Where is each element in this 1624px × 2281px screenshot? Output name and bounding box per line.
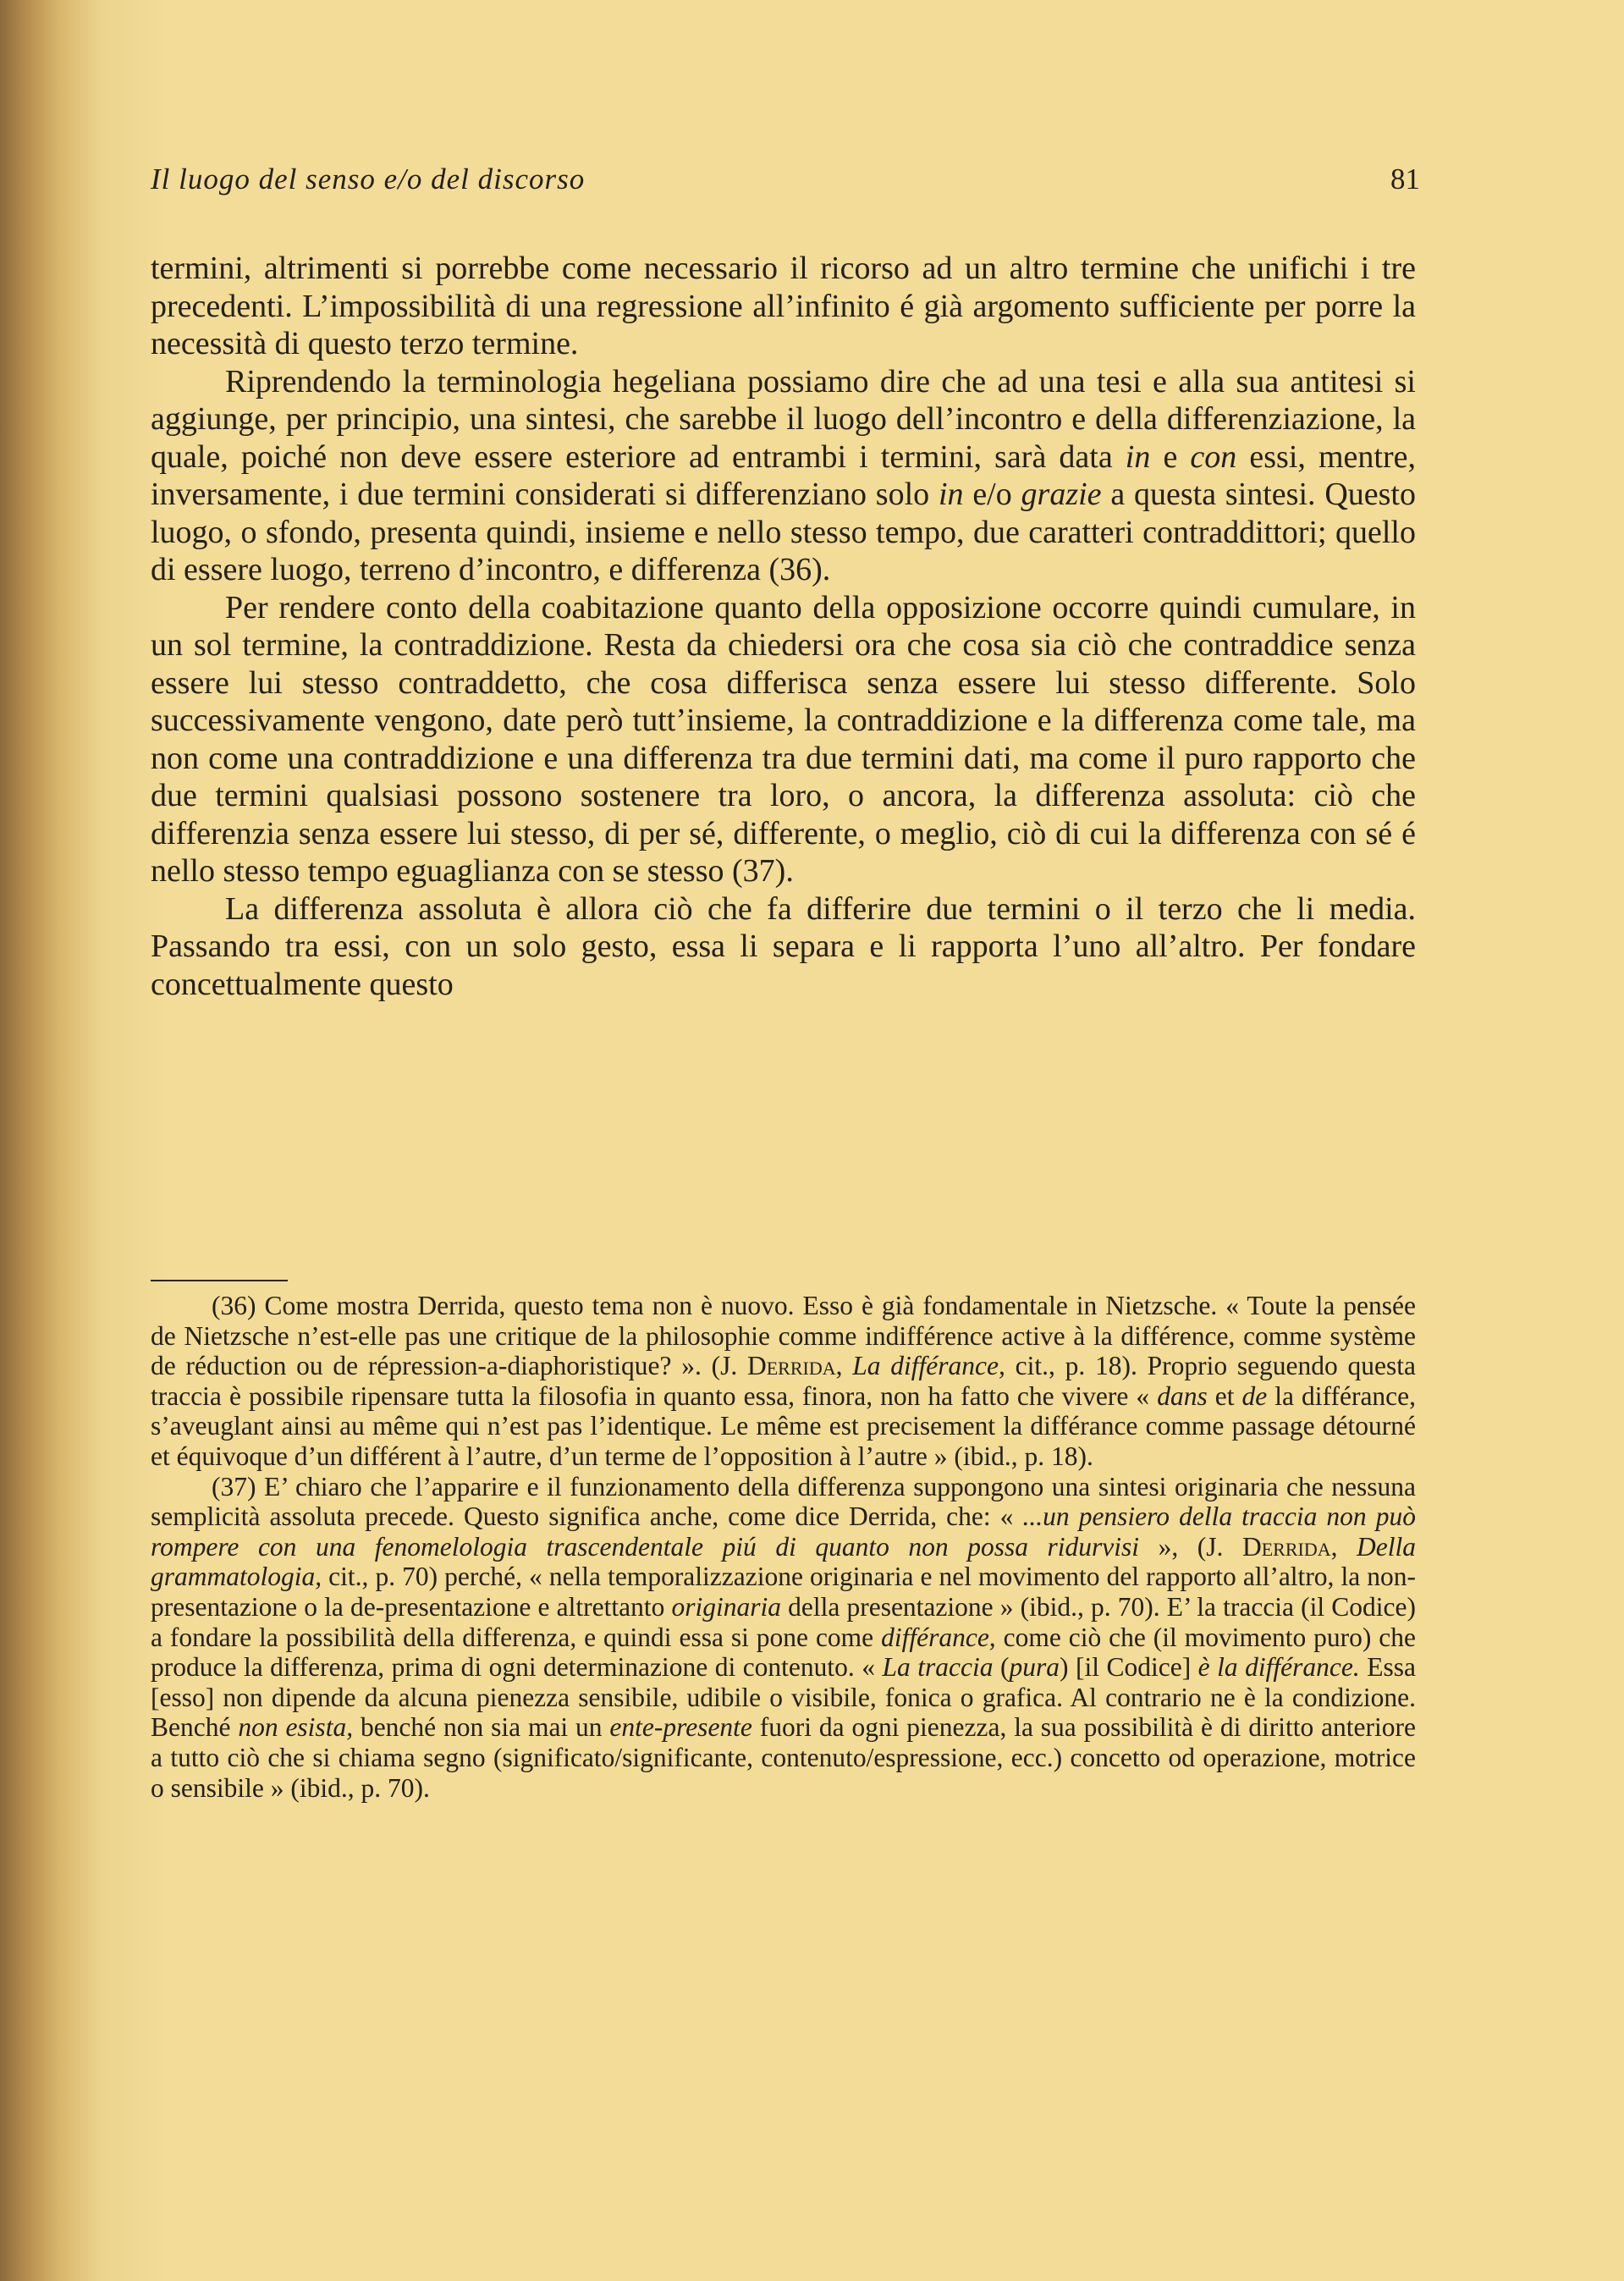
paragraph-2 bbox=[151, 363, 1416, 589]
paragraph-2-text-e: a questa sintesi. Questo luogo, o sfondo, presenta quindi, insieme e nello stesso tempo, due caratteri contraddittori; quello di essere luogo, terreno d’incontro, e differenza (36). bbox=[151, 477, 1416, 587]
fn37-text-f: come ciò che (il movimento puro) che produce la differenza, prima di ogni determinazione di contenuto. « bbox=[151, 1622, 1416, 1683]
fn37-text-a: (37) E’ chiaro che l’apparire e il funzionamento della differenza suppongono una sintesi originaria che nessuna semplicità assoluta precede. Questo significa anche, come dice Derrida, che: « bbox=[151, 1471, 1416, 1532]
footnotes bbox=[151, 1291, 1416, 1803]
paragraph-3-text: Per rendere conto della coabitazione quanto della opposizione occorre quindi cumulare, in un sol termine, la contraddizione. Resta da chiedersi ora che cosa sia ciò che contraddice senza essere lui stesso contraddetto, che cosa differisca senza essere lui stesso differente. Solo successivamente vengono, date però tutt’insieme, la contraddizione e la differenza come tale, ma non come una contraddizione e una differenza tra due termini dati, ma come il puro rapporto che due termini qualsiasi possono sostenere tra loro, o ancora, la differenza assoluta: ciò che differenzia senza essere lui stesso, di per sé, differente, o meglio, ciò di cui la differenza con sé é nello stesso tempo eguaglianza con se stesso (37). bbox=[151, 589, 1416, 889]
fn37-text-b: », (J. bbox=[1139, 1531, 1242, 1562]
fn37-text-i: Essa [esso] non dipende da alcuna pienezza sensibile, udibile o visibile, fonica o grafica. Al contrario ne è la condizione. Benché bbox=[151, 1652, 1416, 1743]
paragraph-2-text-b: e bbox=[1150, 438, 1191, 475]
fn37-text-c: , bbox=[1330, 1531, 1357, 1562]
fn36-text-d: et bbox=[1207, 1380, 1242, 1411]
paragraph-2-text-a: Riprendendo la terminologia hegeliana possiamo dire che ad una tesi e alla sua antitesi si aggiunge, per principio, una sintesi, che sarebbe il luogo dell’incontro e della differenziazione, la quale, poiché non deve essere esteriore ad entrambi i termini, sarà data bbox=[151, 363, 1416, 475]
fn37-italic-non-esista: non esista, bbox=[238, 1712, 354, 1743]
footnote-37 bbox=[151, 1472, 1416, 1804]
fn37-italic-traccia: La traccia bbox=[882, 1652, 994, 1683]
fn37-text-d: cit., p. 70) perché, « nella temporalizzazione originaria e nel movimento del rapporto all’altro, la non-presentazione o la de-presentazione e altrettanto bbox=[151, 1562, 1416, 1622]
running-title: Il luogo del senso e/o del discorso bbox=[151, 163, 586, 196]
paragraph-4-text: La differenza assoluta è allora ciò che fa differire due termini o il terzo che li media. Passando tra essi, con un solo gesto, essa li separa e li rapporta l’uno all’altro. Per fondare concettualmente questo bbox=[151, 890, 1416, 1002]
fn36-title: La différance, bbox=[852, 1351, 1005, 1381]
fn36-text-c: cit., p. 18). Proprio seguendo questa traccia è possibile ripensare tutta la filosofia in quanto essa, finora, non ha fatto che vivere « bbox=[151, 1351, 1417, 1411]
fn37-italic-ente-presente: ente-presente bbox=[609, 1712, 752, 1743]
footnote-rule bbox=[151, 1280, 288, 1281]
fn37-quote: ...un pensiero della traccia non può rompere con una fenomelologia trascendentale piú di quanto non possa ridurvisi bbox=[151, 1501, 1416, 1562]
fn37-italic-originaria: originaria bbox=[671, 1591, 781, 1622]
italic-in-2: in bbox=[938, 477, 964, 512]
page-number: 81 bbox=[1390, 163, 1420, 196]
fn36-text-b: , bbox=[835, 1351, 853, 1381]
paragraph-4 bbox=[151, 890, 1416, 1004]
page-header bbox=[151, 163, 1420, 205]
fn37-text-h: ) [il Codice] bbox=[1060, 1652, 1198, 1683]
fn36-text-a: (36) Come mostra Derrida, questo tema non è nuovo. Esso è già fondamentale in Nietzsche. « Toute la pensée de Nietzsche n’est-elle pas une critique de la philosophie comme indifférence active à la différence, comme système de réduction ou de répression-a-diaphoristique? ». (J. bbox=[151, 1291, 1416, 1381]
fn36-text-e: la différance, s’aveuglant ainsi au même qui n’est pas l’identique. Le même est precisement la différance comme passage détourné et équivoque d’un différent à l’autre, d’un terme de l’opposition à l’autre » (ibid., p. 18). bbox=[151, 1380, 1417, 1471]
fn36-italic-de: de bbox=[1241, 1380, 1268, 1411]
fn37-text-e: della presentazione » (ibid., p. 70). E’ la traccia (il Codice) a fondare la possibilità della differenza, e quindi essa si pone come bbox=[151, 1591, 1417, 1652]
fn37-italic-pura: pura bbox=[1009, 1652, 1060, 1683]
paragraph-3 bbox=[151, 589, 1416, 890]
footnote-36 bbox=[151, 1291, 1416, 1472]
main-text bbox=[151, 250, 1416, 1003]
paragraph-2-text-c: essi, mentre, inversamente, i due termini considerati si differenziano solo bbox=[151, 438, 1416, 512]
paragraph-1-text: termini, altrimenti si porrebbe come necessario il ricorso ad un altro termine che unifichi i tre precedenti. L’impossibilità di una regressione all’infinito é già argomento sufficiente per porre la necessità di questo terzo termine. bbox=[151, 251, 1416, 361]
paragraph-2-text-d: e/o bbox=[963, 477, 1021, 512]
fn37-author: Derrida bbox=[1241, 1531, 1331, 1562]
fn37-text-j: benché non sia mai un bbox=[353, 1712, 610, 1743]
fn36-italic-dans: dans bbox=[1157, 1380, 1208, 1411]
paragraph-1 bbox=[151, 250, 1416, 363]
fn37-text-k: fuori da ogni pienezza, la sua possibilità è di diritto anteriore a tutto ciò che si chiama segno (significato/significante, contenuto/espressione, ecc.) concetto od operazione, motrice o sensibile » (ibid., p. 70). bbox=[151, 1712, 1416, 1803]
fn37-italic-differance: différance, bbox=[881, 1622, 996, 1652]
italic-con: con bbox=[1190, 438, 1237, 475]
italic-grazie: grazie bbox=[1021, 477, 1102, 512]
fn37-title: Della grammatologia, bbox=[151, 1531, 1417, 1592]
fn36-author: Derrida bbox=[747, 1351, 836, 1381]
italic-in: in bbox=[1125, 438, 1151, 475]
fn37-italic-e-la-differance: è la différance. bbox=[1197, 1652, 1360, 1683]
fn37-text-g: ( bbox=[993, 1652, 1010, 1683]
